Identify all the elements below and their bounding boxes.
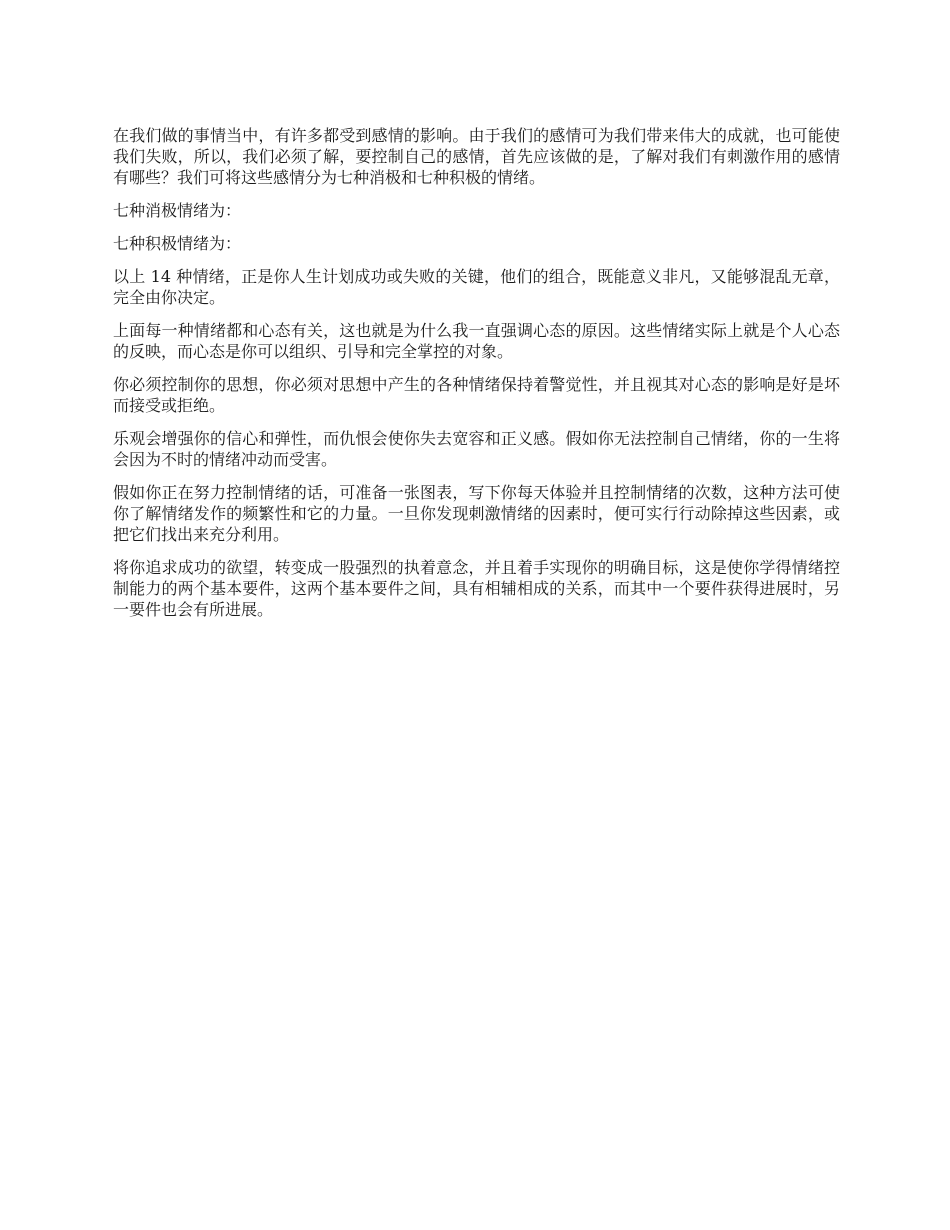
paragraph-optimism: 乐观会增强你的信心和弹性，而仇恨会使你失去宽容和正义感。假如你无法控制自己情绪，你的一生将会因为不时的情绪冲动而受害。 <box>113 429 840 469</box>
paragraph-fourteen-emotions: 以上 14 种情绪，正是你人生计划成功或失败的关键，他们的组合，既能意义非凡，又能够混乱无章，完全由你决定。 <box>113 267 840 307</box>
paragraph-success-desire: 将你追求成功的欲望，转变成一股强烈的执着意念，并且着手实现你的明确目标，这是使你学得情绪控制能力的两个基本要件，这两个基本要件之间，具有相辅相成的关系，而其中一个要件获得进展时，另一要件也会有所进展。 <box>113 558 840 619</box>
paragraph-positive-emotions-heading: 七种积极情绪为： <box>113 234 242 253</box>
document-body <box>113 125 840 632</box>
paragraph-control-thoughts: 你必须控制你的思想，你必须对思想中产生的各种情绪保持着警觉性，并且视其对心态的影响是好是坏而接受或拒绝。 <box>113 375 840 415</box>
paragraph-mindset: 上面每一种情绪都和心态有关，这也就是为什么我一直强调心态的原因。这些情绪实际上就是个人心态的反映，而心态是你可以组织、引导和完全掌控的对象。 <box>113 321 840 361</box>
paragraph-chart-method: 假如你正在努力控制情绪的话，可准备一张图表，写下你每天体验并且控制情绪的次数，这种方法可使你了解情绪发作的频繁性和它的力量。一旦你发现刺激情绪的因素时，便可实行行动除掉这些因素，或把它们找出来充分利用。 <box>113 483 840 544</box>
paragraph-negative-emotions-heading: 七种消极情绪为： <box>113 201 242 220</box>
paragraph-intro: 在我们做的事情当中，有许多都受到感情的影响。由于我们的感情可为我们带来伟大的成就，也可能使我们失败，所以，我们必须了解，要控制自己的感情，首先应该做的是，了解对我们有刺激作用的感情有哪些？我们可将这些感情分为七种消极和七种积极的情绪。 <box>113 126 840 187</box>
